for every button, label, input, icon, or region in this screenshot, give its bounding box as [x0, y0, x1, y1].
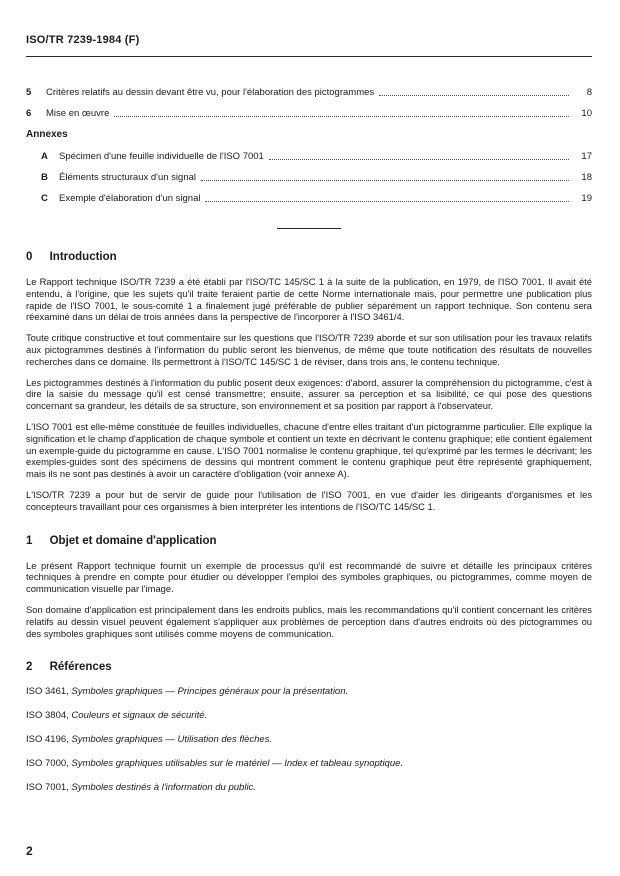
- section-number: 1: [26, 534, 33, 547]
- section-number: 0: [26, 251, 33, 263]
- toc-entry-number: 6: [26, 108, 32, 119]
- paragraph: Toute critique constructive et tout commentaire sur les questions que l'ISO/TR 7239 aborde et sur son utilisation pour les travaux relatifs aux pictogrammes destinés à l'information du public seront les bienvenus, de même que toute notification des résultats de nouvelles recherches dans ce domaine. Ils permettront à l'ISO/TC 145/SC 1 de réviser, dans trois ans, le contenu technique.: [26, 332, 592, 367]
- section-introduction: [26, 251, 592, 513]
- toc-leader-dots: [269, 159, 569, 160]
- paragraph: Son domaine d'application est principalement dans les endroits publics, mais les recommandations qu'il contient concernant les critères relatifs au dessin visuel peuvent également s'appliquer aux problèmes de perception dans d'autres endroits où des pictogrammes ou des symboles graphiques sont utilisés comme moyens de communication.: [26, 603, 592, 639]
- reference-item: [26, 782, 592, 793]
- annexes-heading: Annexes: [26, 129, 68, 140]
- toc-entry-annex: [26, 172, 592, 183]
- section-scope: [26, 535, 592, 640]
- section-title: Introduction: [49, 251, 117, 263]
- section-heading: [26, 661, 592, 673]
- reference-code: ISO 3461,: [26, 686, 69, 698]
- toc-entry: [26, 108, 592, 119]
- toc-entry-annex: [26, 193, 592, 204]
- toc-entry-label: Éléments structuraux d'un signal: [59, 172, 196, 183]
- section-heading: [26, 251, 592, 263]
- section-divider-rule: [277, 228, 341, 229]
- paragraph: L'ISO 7001 est elle-même constituée de feuilles individuelles, chacune d'entre elles traitant d'un pictogramme particulier. Elle explique la signification et le champ d'application de chaque symbole et contient un texte en décrivant le contenu graphique; elle contient également un exemple-guide du pictogramme en cause. L'ISO 7001 normalise le contenu graphique, tel qu'exprimé par les termes le décrivant; les exemples-guides sont des spécimens de dessins qui montrent comment le contenu graphique peut être représenté graphiquement, mais ils ne sont pas destinés à avoir un caractère d'obligation (voir annexe A).: [26, 420, 592, 480]
- paragraph: L'ISO/TR 7239 a pour but de servir de guide pour l'utilisation de l'ISO 7001, en vue d'aider les dirigeants d'organismes et les concepteurs travaillant pour ces organismes à bien interpréter les intentions de l'ISO/TC 145/SC 1.: [26, 488, 592, 512]
- document-reference: ISO/TR 7239-1984 (F): [26, 34, 140, 46]
- toc-entry-number: C: [41, 193, 48, 204]
- reference-title: Symboles destinés à l'information du public.: [71, 782, 256, 794]
- table-of-contents: [26, 87, 592, 204]
- paragraph: Le Rapport technique ISO/TR 7239 a été établi par l'ISO/TC 145/SC 1 à la suite de la publication, en 1979, de l'ISO 7001. Il avait été entendu, à l'origine, que les sujets qu'il traite feraient partie de cette Norme internationale mais, pour permettre une publication plus rapide de l'ISO 7001, le sous-comité 1 a finalement jugé préférable de publier séparément un rapport technique. Son contenu sera réexaminé dans un délai de trois années dans la perspective de l'incorporer à l'ISO 3461/4.: [26, 276, 592, 323]
- reference-code: ISO 7001,: [26, 782, 69, 794]
- section-heading: [26, 535, 592, 547]
- toc-entry-number: B: [41, 172, 48, 183]
- toc-entry-number: A: [41, 151, 48, 162]
- reference-code: ISO 3804,: [26, 710, 69, 722]
- paragraph: Les pictogrammes destinés à l'information du public posent deux exigences: d'abord, assurer la compréhension du pictogramme, c'est à dire la saisie du message qu'il est censé transmettre; ensuite, assurer sa perception et sa lisibilité, ce qui pose des questions concernant sa grandeur, les détails de sa structure, son environnement et sa position par rapport à l'observateur.: [26, 376, 592, 412]
- toc-entry-label: Critères relatifs au dessin devant être vu, pour l'élaboration des pictogrammes: [46, 87, 375, 98]
- toc-entry-number: 5: [26, 87, 32, 98]
- reference-code: ISO 4196,: [26, 734, 69, 746]
- header-rule: [26, 56, 592, 57]
- section-title: Références: [49, 661, 112, 674]
- reference-code: ISO 7000,: [26, 758, 69, 770]
- section-references: [26, 661, 592, 793]
- reference-item: [26, 758, 592, 769]
- reference-item: [26, 686, 592, 697]
- reference-item: [26, 734, 592, 745]
- section-title: Objet et domaine d'application: [49, 534, 217, 547]
- toc-leader-dots: [379, 95, 569, 96]
- toc-entry: [26, 87, 592, 98]
- paragraph: Le présent Rapport technique fournit un exemple de processus qu'il est recommandé de suivre et détaille les principaux critères techniques à prendre en compte pour étudier ou développer l'emploi des symboles graphiques, ou pictogrammes, comme moyen de communication visuelle par l'image.: [26, 559, 592, 595]
- toc-entry-annex: [26, 151, 592, 162]
- section-number: 2: [26, 661, 33, 674]
- reference-title: Symboles graphiques — Principes généraux pour la présentation.: [71, 686, 349, 698]
- page-number: 2: [26, 844, 33, 858]
- toc-entry-page: 10: [581, 108, 592, 119]
- toc-entry-label: Exemple d'élaboration d'un signal: [59, 193, 201, 204]
- toc-leader-dots: [205, 201, 569, 202]
- reference-item: [26, 710, 592, 721]
- toc-entry-label: Mise en œuvre: [46, 108, 110, 119]
- toc-entry-page: 19: [581, 193, 592, 204]
- toc-entry-page: 17: [581, 151, 592, 162]
- toc-leader-dots: [201, 180, 569, 181]
- toc-entry-label: Spécimen d'une feuille individuelle de l'ISO 7001: [59, 151, 264, 162]
- toc-entry-page: 8: [586, 87, 592, 98]
- reference-title: Symboles graphiques utilisables sur le matériel — Index et tableau synoptique.: [71, 758, 404, 770]
- toc-entry-page: 18: [581, 172, 592, 183]
- reference-title: Couleurs et signaux de sécurité.: [71, 710, 208, 722]
- toc-leader-dots: [114, 116, 569, 117]
- reference-title: Symboles graphiques — Utilisation des flèches.: [71, 734, 273, 746]
